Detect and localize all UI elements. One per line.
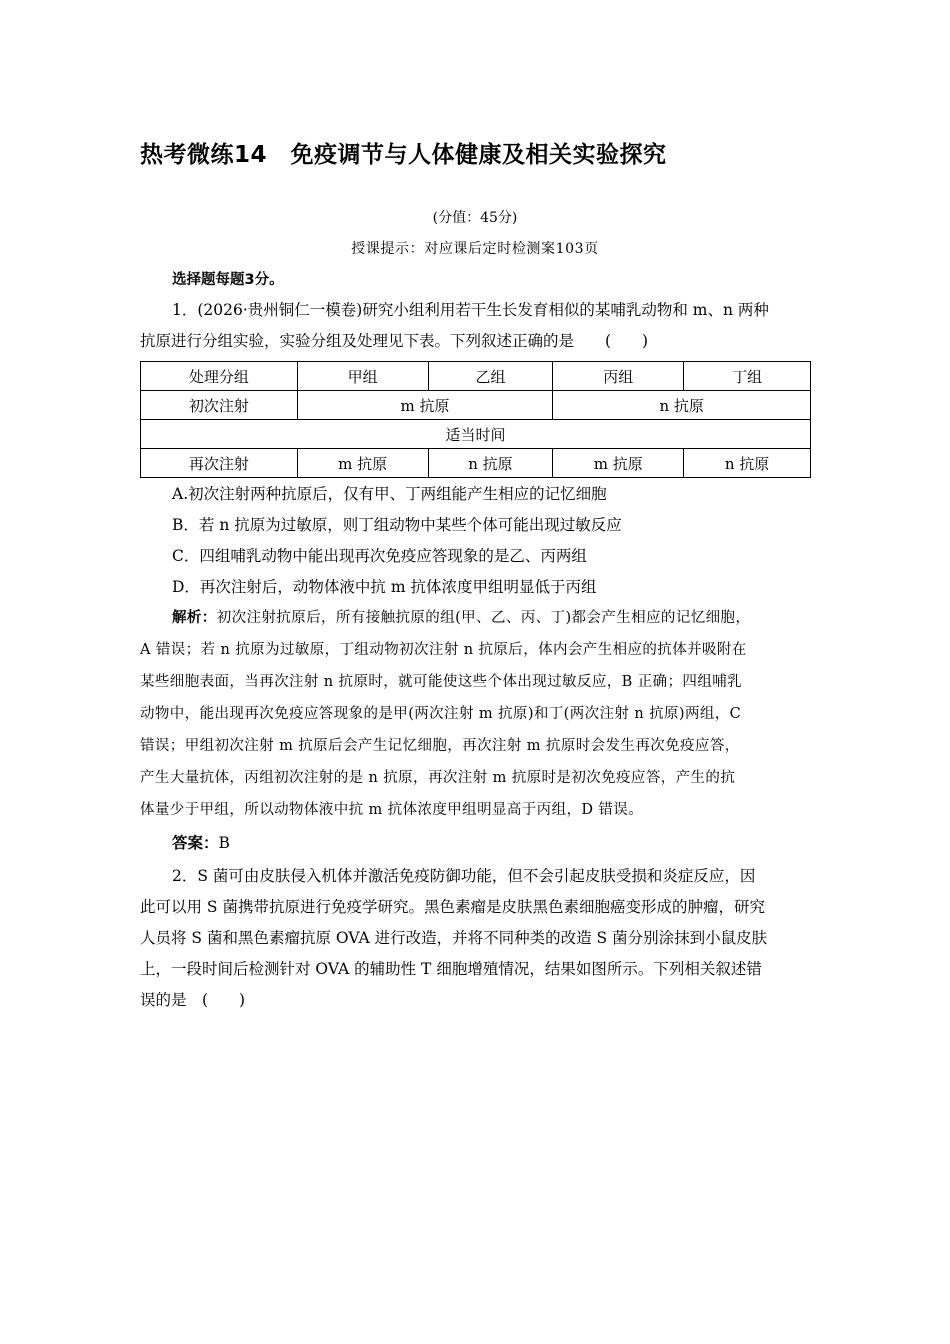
table-header-cell: 处理分组: [141, 362, 298, 391]
q1-stem-line-1: 1．(2026·贵州铜仁一模卷)研究小组利用若干生长发育相似的某哺乳动物和 m、n 两种: [172, 301, 769, 319]
explanation-label: 解析：: [172, 610, 217, 626]
q1-table: [140, 361, 811, 478]
page-title: 热考微练14 免疫调节与人体健康及相关实验探究: [140, 142, 667, 168]
table-header-cell: 乙组: [428, 362, 553, 391]
q2-stem-line: 误的是 ( ): [140, 991, 246, 1009]
answer-label: 答案：: [172, 834, 219, 852]
table-row-first-injection: [141, 391, 811, 420]
table-row-label: 再次注射: [141, 449, 298, 478]
table-cell: 适当时间: [141, 420, 811, 449]
table-cell: m 抗原: [297, 391, 553, 420]
table-cell: n 抗原: [428, 449, 553, 478]
table-header-cell: 丙组: [553, 362, 684, 391]
score-note: (分值：45分): [432, 210, 518, 226]
table-row-interval: [141, 420, 811, 449]
table-header-row: [141, 362, 811, 391]
explanation-text: 初次注射抗原后，所有接触抗原的组(甲、乙、丙、丁)都会产生相应的记忆细胞，: [216, 610, 751, 626]
q2-stem-line: 2．S 菌可由皮肤侵入机体并激活免疫防御功能，但不会引起皮肤受损和炎症反应，因: [172, 867, 756, 885]
table-cell: n 抗原: [553, 391, 811, 420]
q1-stem-line-2: 抗原进行分组实验，实验分组及处理见下表。下列叙述正确的是 ( ): [140, 332, 649, 350]
q1-explanation-line: 动物中，能出现再次免疫应答现象的是甲(两次注射 m 抗原)和丁(两次注射 n 抗原)两组，C: [140, 706, 742, 722]
q1-option-a: A.初次注射两种抗原后，仅有甲、丁两组能产生相应的记忆细胞: [172, 485, 607, 503]
teaching-hint: 授课提示：对应课后定时检测案103页: [351, 241, 599, 257]
table-cell: n 抗原: [684, 449, 811, 478]
q1-option-d: D．再次注射后，动物体液中抗 m 抗体浓度甲组明显低于丙组: [172, 578, 597, 596]
q1-explanation-line: 产生大量抗体，丙组初次注射的是 n 抗原，再次注射 m 抗原时是初次免疫应答，产生的抗: [140, 770, 736, 786]
q1-explanation-line: 体量少于甲组，所以动物体液中抗 m 抗体浓度甲组明显高于丙组，D 错误。: [140, 802, 644, 818]
q2-stem-line: 上，一段时间后检测针对 OVA 的辅助性 T 细胞增殖情况，结果如图所示。下列相关叙述错: [140, 960, 762, 978]
answer-value: B: [218, 834, 230, 852]
table-row-second-injection: [141, 449, 811, 478]
q1-option-b: B．若 n 抗原为过敏原，则丁组动物中某些个体可能出现过敏反应: [172, 516, 622, 534]
table-header-cell: 甲组: [297, 362, 428, 391]
table-cell: m 抗原: [297, 449, 428, 478]
q2-stem-line: 人员将 S 菌和黑色素瘤抗原 OVA 进行改造，并将不同种类的改造 S 菌分别涂抹到小鼠皮肤: [140, 929, 768, 947]
table-cell: m 抗原: [553, 449, 684, 478]
q1-explanation-line: [172, 608, 750, 628]
table-header-cell: 丁组: [684, 362, 811, 391]
q2-stem-line: 此可以用 S 菌携带抗原进行免疫学研究。黑色素瘤是皮肤黑色素细胞癌变形成的肿瘤，研究: [140, 898, 765, 916]
q1-explanation-line: 某些细胞表面，当再次注射 n 抗原时，就可能使这些个体出现过敏反应，B 正确；四组哺乳: [140, 674, 743, 690]
q1-answer: [172, 833, 230, 853]
section-note: 选择题每题3分。: [172, 272, 284, 288]
q1-explanation-line: 错误；甲组初次注射 m 抗原后会产生记忆细胞，再次注射 m 抗原时会发生再次免疫应答，: [140, 738, 740, 754]
q1-explanation-line: A 错误；若 n 抗原为过敏原，丁组动物初次注射 n 抗原后，体内会产生相应的抗体并吸附在: [140, 642, 747, 658]
table-row-label: 初次注射: [141, 391, 298, 420]
q1-option-c: C．四组哺乳动物中能出现再次免疫应答现象的是乙、丙两组: [172, 547, 587, 565]
